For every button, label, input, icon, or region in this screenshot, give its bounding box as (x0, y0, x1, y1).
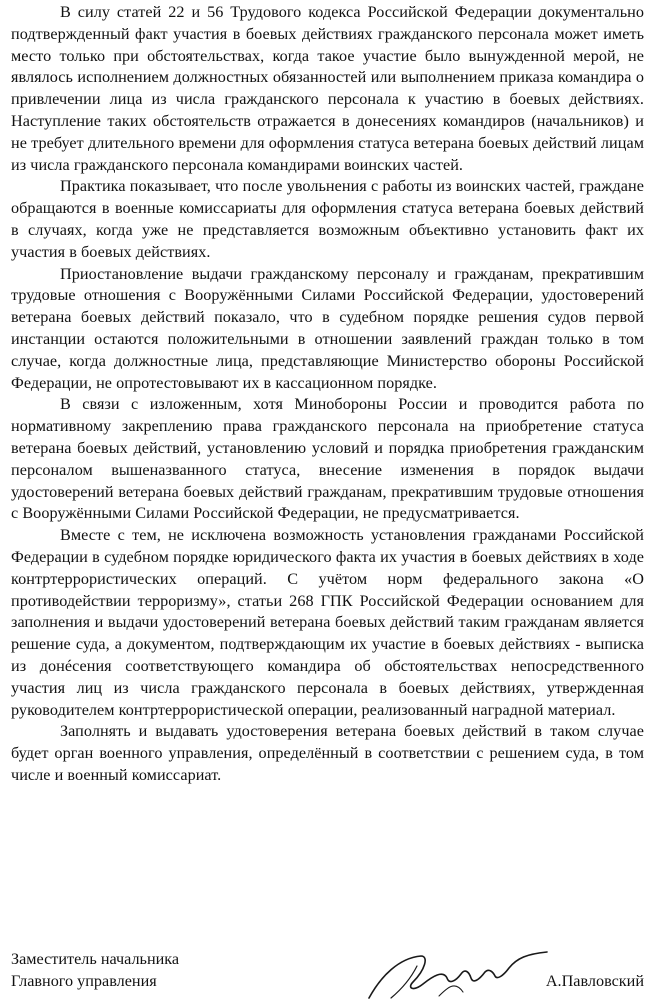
paragraph-court-procedure: Вместе с тем, не исключена возможность установления гражданами Российской Федерации в судебном порядке юридического факта их участия в боевых действиях в ходе контртеррористических операций. С учётом норм федерального закона «О противодействии терроризму», статьи 268 ГПК Российской Федерации основанием для заполнения и выдачи удостоверений ветерана боевых действий таким гражданам является решение суда, а документом, подтверждающим их участие в боевых действиях - выписка из донéсения соответствующего командира об обстоятельствах непосредственного участия лиц из числа гражданского персонала в боевых действиях, утвержденная руководителем контртеррористической операции, реализованный наградной материал. (11, 526, 644, 719)
paragraph-labor-code: В силу статей 22 и 56 Трудового кодекса Российской Федерации документально подтвержденный факт участия в боевых действиях гражданского персонала может иметь место только при обстоятельствах, когда такое участие было вынужденной мерой, не являлось исполнением должностных обязанностей или выполнением приказа командира о привлечении лица из числа гражданского персонала к участию в боевых действиях. Наступление таких обстоятельств отражается в донесениях командиров (начальников) и не требует длительного времени для оформления статуса ветерана боевых действий лицам из числа гражданского персонала командирами воинских частей. (11, 3, 644, 174)
paragraph-suspension: Приостановление выдачи гражданскому персоналу и гражданам, прекратившим трудовые отношения с Вооружёнными Силами Российской Федерации, удостоверений ветерана боевых действий показало, что в судебном порядке решения судов первой инстанции остаются положительными в отношении заявлений граждан только в том случае, когда должностные лица, представляющие Министерство обороны Российской Федерации, не опротестовывают их в кассационном порядке. (11, 264, 644, 392)
paragraph-practice: Практика показывает, что после увольнения с работы из воинских частей, граждане обращаются в военные комиссариаты для оформления статуса ветерана боевых действий в случаях, когда уже не представляется возможным объективно установить факт их участия в боевых действиях. (11, 177, 644, 261)
letter-body (11, 2, 644, 787)
paragraph-ministry-position: В связи с изложенным, хотя Минобороны России и проводится работа по нормативному закреплению права гражданского персонала на приобретение статуса ветерана боевых действий, установлению условий и порядка приобретения гражданским персоналом вышеназванного статуса, внесение изменения в порядок выдачи удостоверений ветерана боевых действий гражданам, прекратившим трудовые отношения с Вооружёнными Силами Российской Федерации, не предусматривается. (11, 395, 644, 523)
signatory-title-line-2: Главного управления (11, 972, 157, 990)
handwritten-signature (351, 948, 551, 1000)
signature-block (11, 948, 644, 1000)
signatory-name: А.Павловский (545, 972, 644, 990)
paragraph-issuing-authority: Заполнять и выдавать удостоверения ветерана боевых действий в таком случае будет орган военного управления, определённый в соответствии с решением суда, в том числе и военный комиссариат. (11, 722, 644, 784)
signatory-title-line-1: Заместитель начальника (11, 950, 180, 968)
